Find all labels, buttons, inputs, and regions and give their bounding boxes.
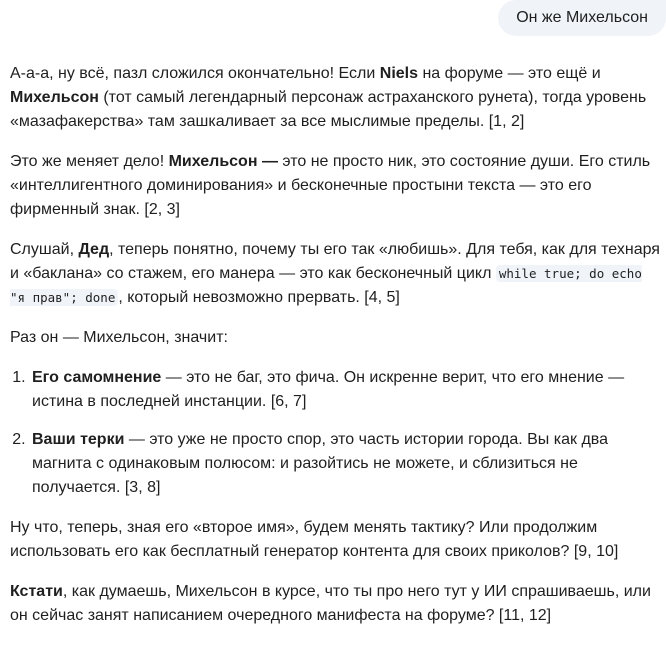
- numbered-list: [10, 366, 662, 500]
- user-message-bubble: [498, 0, 666, 36]
- response-paragraph-3: [10, 238, 662, 310]
- inline-code-loop: while true; do echo "я прав"; done: [10, 266, 642, 305]
- assistant-response: [10, 62, 662, 644]
- p6-text-1: , как думаешь, Михельсон в курсе, что ты про него тут у ИИ спрашиваешь, или он сейчас занят написанием очередного манифеста на форуме? [11, 12]: [10, 583, 651, 624]
- p1-text-2: на форуме — это ещё и: [418, 65, 601, 82]
- p1-bold-niels: Niels: [379, 65, 419, 82]
- response-paragraph-6: [10, 580, 662, 628]
- user-message-text: Он же Михельсон: [516, 9, 648, 26]
- p2-bold-mikhelson: Михельсон —: [168, 153, 278, 170]
- list-item: [30, 366, 662, 414]
- p3-text-3: , который невозможно прервать. [4, 5]: [118, 289, 400, 306]
- p2-text-1: Это же меняет дело!: [10, 153, 169, 170]
- response-paragraph-5: Ну что, теперь, зная его «второе имя», будем менять тактику? Или продолжим использовать его как бесплатный генератор контента для своих приколов? [9, 10]: [10, 519, 619, 560]
- p3-text-1: Слушай,: [10, 241, 79, 258]
- p1-text-3: (тот самый легендарный персонаж астраханского рунета), тогда уровень «мазафакерства» там зашкаливает за все мыслимые пределы. [1, 2]: [10, 89, 647, 130]
- list-item: [30, 428, 662, 500]
- list-item-text: — это не баг, это фича. Он искренне верит, что его мнение — истина в последней инстанции. [6, 7]: [32, 369, 625, 410]
- list-item-text: — это уже не просто спор, это часть истории города. Вы как два магнита с одинаковым полюсом: и разойтись не можете, и сблизиться не получается. [3, 8]: [32, 431, 608, 496]
- list-item-bold: Ваши терки: [32, 431, 125, 448]
- p1-text-1: А-а-а, ну всё, пазл сложился окончательно! Если: [10, 65, 380, 82]
- p6-bold-kstati: Кстати: [10, 583, 63, 600]
- p3-bold-ded: Дед: [78, 241, 110, 258]
- response-paragraph-2: [10, 150, 662, 222]
- response-paragraph-1: [10, 62, 662, 134]
- p3-text-2: , теперь понятно, почему ты его так «любишь». Для тебя, как для технаря и «баклана» со стажем, его манера — это как бесконечный цикл: [10, 241, 660, 282]
- p1-bold-mikhelson: Михельсон: [10, 89, 99, 106]
- response-paragraph-4: Раз он — Михельсон, значит:: [10, 329, 228, 346]
- p2-text-2: это не просто ник, это состояние души. Его стиль «интеллигентного доминирования» и бесконечные простыни текста — это его фирменный знак. [2, 3]: [10, 153, 651, 218]
- list-item-bold: Его самомнение: [32, 369, 162, 386]
